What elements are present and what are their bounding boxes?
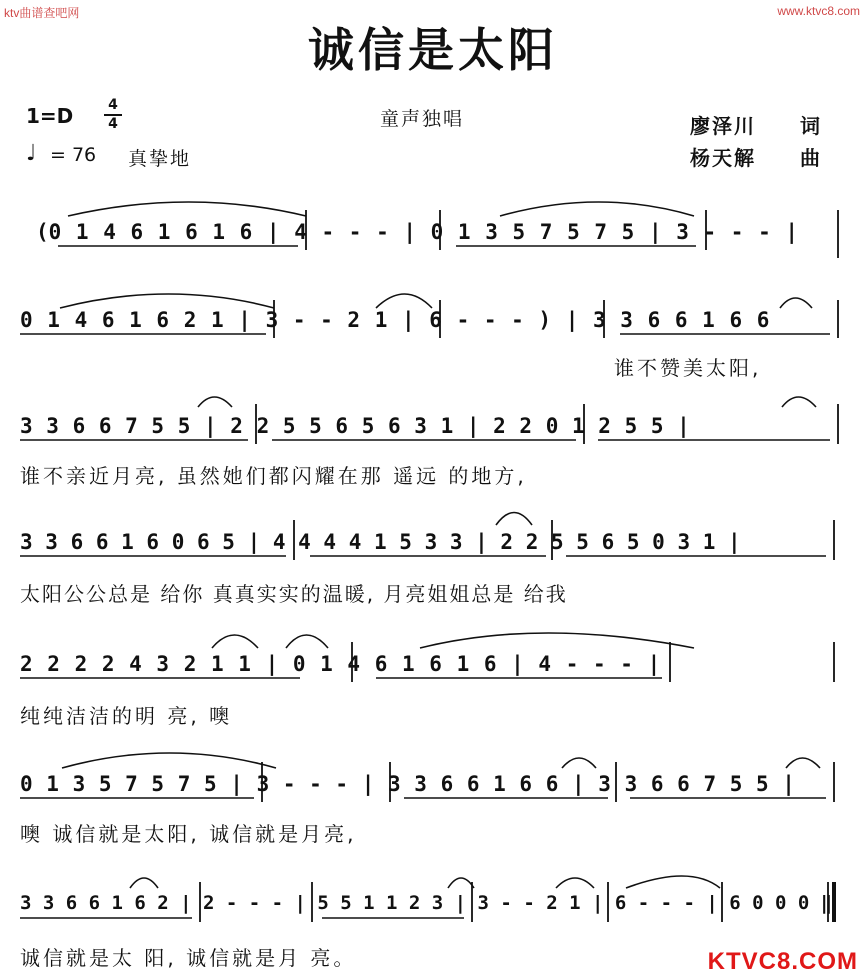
system-3-notes: 3 3 6 6 7 5 5 | 2 2 5 5 6 5 6 3 1 | 2 2 0 1 2 5 5 |: [20, 414, 690, 438]
lyricist-name: 廖泽川: [690, 114, 756, 138]
time-signature-bottom: 4: [108, 116, 118, 132]
slur: [68, 202, 306, 216]
performance-note: 童声独唱: [380, 108, 465, 130]
system-4-lyrics: 太阳公公总是 给你 真真实实的温暖, 月亮姐姐总是 给我: [20, 582, 568, 606]
watermark-top-left: ktv曲谱查吧网: [4, 6, 80, 20]
system-1-notes: (0 1 4 6 1 6 1 6 | 4 - - - | 0 1 3 5 7 5 7 5 | 3 - - - |: [36, 220, 799, 244]
slur: [130, 878, 158, 888]
slur: [212, 635, 258, 648]
system-5-notes: 2 2 2 2 4 3 2 1 1 | 0 1 4 6 1 6 1 6 | 4 - - - |: [20, 652, 661, 676]
system-2-notes: 0 1 4 6 1 6 2 1 | 3 - - 2 1 | 6 - - - ) | 3 3 6 6 1 6 6: [20, 308, 770, 332]
watermark-bottom-right: KTVC8.COM: [707, 948, 858, 975]
quarter-note-icon: ♩: [26, 141, 37, 166]
page-title: 诚信是太阳: [308, 23, 558, 77]
tempo-value: = 76: [50, 144, 97, 166]
system-5-lyrics: 纯纯洁洁的明 亮, 噢: [20, 704, 233, 728]
slur: [420, 633, 694, 648]
system-3-lyrics: 谁不亲近月亮, 虽然她们都闪耀在那 遥远 的地方,: [20, 464, 527, 488]
slur: [556, 878, 594, 888]
slur: [562, 758, 596, 768]
watermark-top-right: www.ktvc8.com: [777, 4, 860, 18]
slur: [626, 876, 720, 888]
slur: [496, 513, 532, 526]
slur: [500, 202, 694, 216]
system-2-lyrics: 谁不赞美太阳,: [614, 356, 762, 380]
slur: [60, 294, 274, 308]
system-6-notes: 0 1 3 5 7 5 7 5 | 3 - - - | 3 3 6 6 1 6 6 | 3 3 6 6 7 5 5 |: [20, 772, 795, 796]
slur: [62, 753, 276, 768]
system-6-lyrics: 噢 诚信就是太阳, 诚信就是月亮,: [20, 822, 357, 846]
slur: [782, 397, 816, 407]
lyricist-role: 词: [800, 114, 820, 138]
slur: [780, 298, 812, 308]
expression-mark: 真挚地: [128, 148, 192, 170]
system-7-notes: 3 3 6 6 1 6 2 | 2 - - - | 5 5 1 1 2 3 | 3 - - 2 1 | 6 - - - | 6 0 0 0 ‖: [20, 892, 833, 914]
system-4-notes: 3 3 6 6 1 6 0 6 5 | 4 4 4 4 1 5 3 3 | 2 2 5 5 6 5 0 3 1 |: [20, 530, 741, 554]
system-7-lyrics: 诚信就是太 阳, 诚信就是月 亮。: [20, 946, 357, 970]
slur: [448, 878, 474, 888]
slur: [376, 294, 432, 308]
composer-name: 杨天解: [690, 146, 756, 170]
slur: [786, 758, 820, 768]
slur: [198, 397, 232, 407]
key-signature: 1=D: [26, 104, 74, 128]
slur: [286, 635, 328, 648]
time-signature-top: 4: [108, 97, 118, 113]
composer-role: 曲: [800, 146, 820, 170]
